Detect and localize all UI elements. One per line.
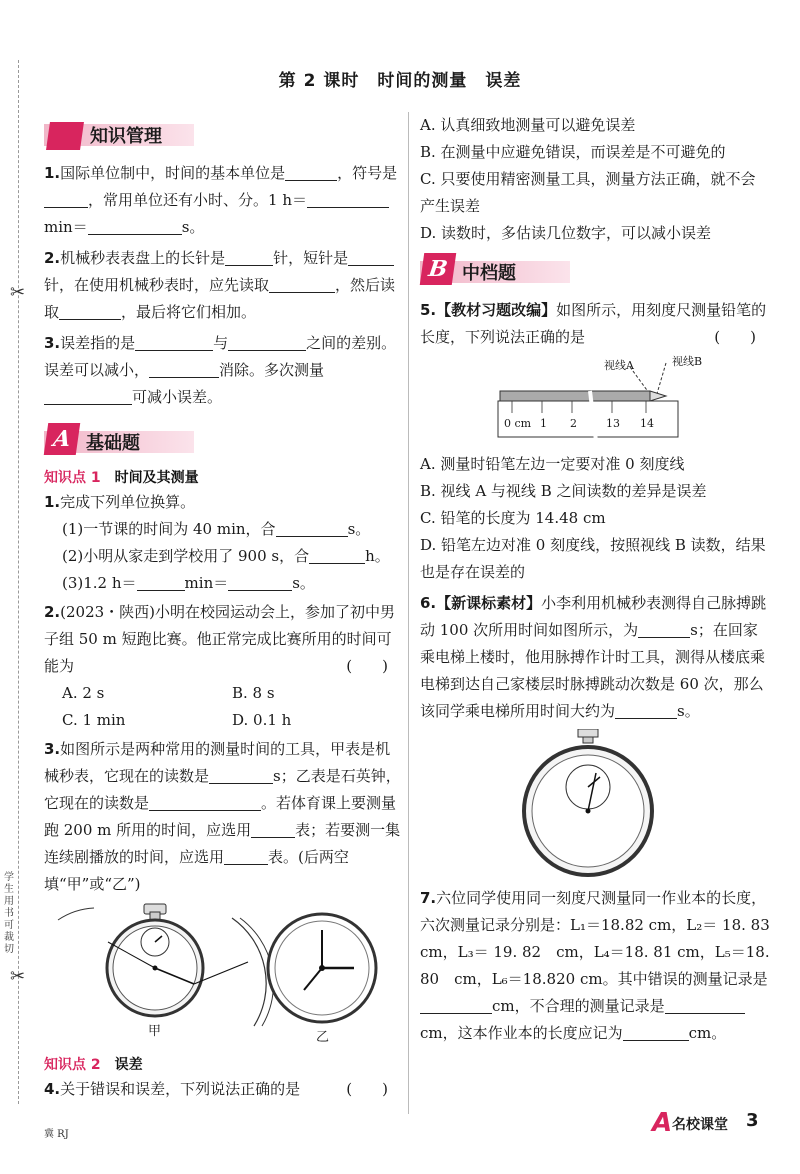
basic-q1: 1.完成下列单位换算。: [44, 493, 196, 511]
answer-blank[interactable]: [88, 218, 182, 235]
answer-blank[interactable]: [269, 276, 335, 293]
answer-blank[interactable]: [209, 767, 273, 784]
answer-blank[interactable]: [276, 520, 348, 537]
mid-q5: 5.【教材习题改编】如图所示，用刻度尺测量铅笔的长度，下列说法正确的是 ( ): [420, 301, 767, 346]
option-a[interactable]: A. 测量时铅笔左边一定要对准 0 刻度线: [420, 455, 685, 473]
knowledge-point-2: 知识点 2 误差: [44, 1057, 143, 1073]
option-c[interactable]: C. 只要使用精密测量工具，测量方法正确，就不会产生误差: [420, 170, 756, 215]
label-sight-a: 视线A: [604, 359, 634, 372]
clock-icon: [268, 914, 376, 1022]
scissors-icon: ✂: [10, 966, 26, 987]
footer-edition: 冀 RJ: [44, 1129, 69, 1140]
section-basic: A 基础题: [44, 423, 402, 461]
basic-q1-sub1: (1)一节课的时间为 40 min，合 s。: [62, 520, 371, 538]
answer-blank[interactable]: [228, 334, 306, 351]
page-title: 第 2 课时 时间的测量 误差: [278, 71, 522, 91]
stopwatch-icon: [58, 904, 203, 1016]
answer-blank[interactable]: [149, 794, 261, 811]
answer-blank[interactable]: [44, 191, 88, 208]
option-d[interactable]: D. 读数时，多估读几位数字，可以减小误差: [420, 224, 712, 242]
answer-blank[interactable]: [224, 848, 268, 865]
basic-q1-sub2: (2)小明从家走到学校用了 900 s，合 h。: [62, 547, 390, 565]
answer-blank[interactable]: [348, 249, 394, 266]
figure-label-yi: 乙: [316, 1030, 330, 1045]
label-sight-b: 视线B: [672, 355, 703, 368]
option-a[interactable]: A. 2 s: [62, 684, 105, 702]
timers-illustration: [44, 902, 402, 1040]
basic-q1-sub3: (3)1.2 h＝ min＝ s。: [62, 574, 315, 592]
answer-blank[interactable]: [135, 334, 213, 351]
tick-label: 2: [570, 417, 577, 430]
ruler-pencil-illustration: [420, 351, 770, 451]
answer-blank[interactable]: [623, 1024, 689, 1041]
basic-q2-options: [44, 680, 402, 734]
answer-blank[interactable]: [137, 574, 185, 591]
section-knowledge: 知识管理: [44, 116, 402, 154]
basic-q3: 3.如图所示是两种常用的测量时间的工具，甲表是机械秒表，它现在的读数是 s；乙表是石英钟，它现在的读数是 。若体育课上要测量跑 200 m 所用的时间，应选用 表；若要测一集连续剧播放的时间，应选用 表。(后两空填“甲”或“乙”): [44, 740, 401, 893]
knowledge-q1: 1.国际单位制中，时间的基本单位是 ，符号是，常用单位还有小时、分。1 h＝min＝ s。: [44, 164, 398, 236]
answer-blank[interactable]: [665, 997, 745, 1014]
basic-q4-options: [420, 112, 770, 247]
left-column: [44, 112, 402, 1103]
option-d[interactable]: D. 0.1 h: [232, 711, 292, 729]
option-c[interactable]: C. 1 min: [62, 711, 126, 729]
column-divider: [408, 112, 409, 1114]
answer-blank[interactable]: [228, 574, 292, 591]
figure-stopwatch: [420, 729, 770, 879]
figure-ruler: [420, 351, 770, 451]
knowledge-q2: 2.机械秒表表盘上的长针是 针，短针是针，在使用机械秒表时，应先读取 ，然后读取 ，最后将它们相加。: [44, 249, 396, 321]
figure-timers: [44, 902, 402, 1045]
answer-blank[interactable]: [638, 621, 690, 638]
page-number: 3: [746, 1110, 759, 1131]
right-column: [420, 112, 785, 1047]
option-d[interactable]: D. 铅笔左边对准 0 刻度线，按照视线 B 读数，结果也是存在误差的: [420, 536, 766, 581]
scissors-icon: ✂: [10, 282, 26, 303]
section-mid: B 中档题: [420, 253, 770, 291]
tick-label: 1: [540, 417, 547, 430]
tick-label: 13: [606, 417, 620, 430]
figure-label-jia: 甲: [148, 1024, 162, 1039]
scale-magnifier: [194, 918, 274, 1026]
knowledge-point-1: 知识点 1 时间及其测量: [44, 470, 199, 486]
option-b[interactable]: B. 8 s: [232, 684, 275, 702]
option-b[interactable]: B. 视线 A 与视线 B 之间读数的差异是误差: [420, 482, 707, 500]
knowledge-q3: 3.误差指的是 与 之间的差别。误差可以减小， 消除。多次测量可减小误差。: [44, 334, 397, 406]
publisher-logo: A 名校课堂: [652, 1108, 728, 1138]
option-c[interactable]: C. 铅笔的长度为 14.48 cm: [420, 509, 606, 527]
stopwatch-icon: [420, 729, 770, 879]
mid-q7: 7.六位同学使用同一刻度尺测量同一作业本的长度，六次测量记录分别是：L₁＝18.82 cm，L₂＝ 18. 83 cm，L₃＝ 19. 82 cm，L₄＝18. 81 cm，L₅＝18. 80 cm，L₆＝18.820 cm。其中错误的测量记录是cm，不合理的测量记录是cm，这本作业本的长度应记为 cm。: [420, 889, 785, 1042]
answer-blank[interactable]: [285, 164, 337, 181]
answer-blank[interactable]: [44, 388, 132, 405]
answer-blank[interactable]: [59, 303, 121, 320]
option-a[interactable]: A. 认真细致地测量可以避免误差: [420, 116, 636, 134]
mid-q6: 6.【新课标素材】小李利用机械秒表测得自己脉搏跳动 100 次所用时间如图所示，为 s；在回家乘电梯上楼时，他用脉搏作计时工具，测得从楼底乘电梯到达自己家楼层时脉搏跳动次数是 60 次，那么该同学乘电梯所用时间大约为 s。: [420, 594, 767, 720]
tick-label: 0 cm: [504, 417, 532, 430]
mid-q5-options: [420, 451, 770, 586]
answer-blank[interactable]: [615, 702, 677, 719]
answer-blank[interactable]: [309, 547, 365, 564]
section-marker-icon: [46, 122, 84, 150]
tick-label: 14: [640, 417, 654, 430]
answer-blank[interactable]: [307, 191, 389, 208]
side-note: 学生用书可裁切: [4, 872, 14, 955]
option-b[interactable]: B. 在测量中应避免错误，而误差是不可避免的: [420, 143, 726, 161]
answer-blank[interactable]: [251, 821, 295, 838]
basic-q2: 2.(2023・陕西)小明在校园运动会上，参加了初中男子组 50 m 短跑比赛。他正常完成比赛所用的时间可能为 ( ): [44, 603, 396, 675]
answer-blank[interactable]: [225, 249, 273, 266]
basic-q4: 4.关于错误和误差，下列说法正确的是 ( ): [44, 1080, 388, 1098]
answer-blank[interactable]: [149, 361, 219, 378]
answer-blank[interactable]: [420, 997, 492, 1014]
